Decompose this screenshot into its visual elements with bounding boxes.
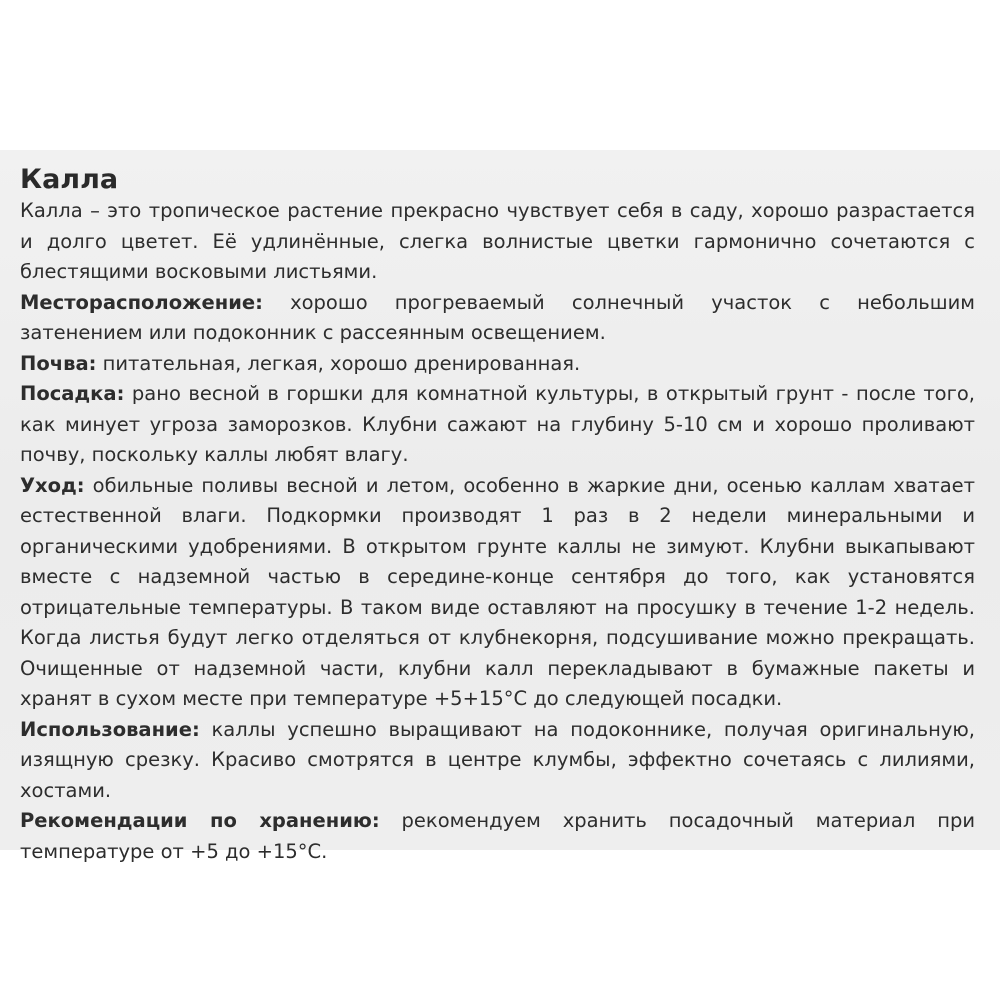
section-soil xyxy=(20,349,975,380)
section-term: Рекомендации по хранению: xyxy=(20,809,380,832)
section-term: Почва: xyxy=(20,351,97,375)
section-care xyxy=(20,471,975,715)
page-title: Калла xyxy=(20,164,119,195)
section-text: рекомендуем хранить посадочный материал при температуре от +5 до +15°С. xyxy=(20,809,975,863)
section-text: каллы успешно выращивают на подоконнике, получая оригинальную, изящную срезку. Красиво смотрятся в центре клумбы, эффектно сочетаясь с лилиями, хостами. xyxy=(20,717,975,802)
section-text: обильные поливы весной и летом, особенно в жаркие дни, осенью каллам хватает естественной влаги. Подкормки производят 1 раз в 2 недели минеральными и органическими удобрениями. В открытом грунте каллы не зимуют. Клубни выкапывают вместе с надземной частью в середине-конце сентября до того, как установятся отрицательные температуры. В таком виде оставляют на просушку в течение 1-2 недель. Когда листья будут легко отделяться от клубнекорня, подсушивание можно прекращать. Очищенные от надземной части, клубни калл перекладывают в бумажные пакеты и хранят в сухом месте при температуре +5+15°С до следующей посадки. xyxy=(20,473,975,710)
section-storage xyxy=(20,806,975,867)
section-text: хорошо прогреваемый солнечный участок с небольшим затенением или подоконник с рассеянным освещением. xyxy=(20,290,975,344)
section-term: Использование: xyxy=(20,717,200,741)
section-term: Месторасположение: xyxy=(20,290,263,314)
care-instructions xyxy=(20,162,975,867)
section-text: питательная, легкая, хорошо дренированная. xyxy=(96,351,581,375)
section-usage xyxy=(20,715,975,807)
section-term: Уход: xyxy=(20,473,85,497)
section-text: рано весной в горшки для комнатной культуры, в открытый грунт - после того, как минует угроза заморозков. Клубни сажают на глубину 5-10 см и хорошо проливают почву, поскольку каллы любят влагу. xyxy=(20,382,975,466)
section-location xyxy=(20,288,975,349)
section-planting xyxy=(20,379,975,471)
section-term: Посадка: xyxy=(20,382,125,405)
intro-paragraph: Калла – это тропическое растение прекрасно чувствует себя в саду, хорошо разрастается и долго цветет. Её удлинённые, слегка волнистые цветки гармонично сочетаются с блестящими восковыми листьями. xyxy=(20,199,975,283)
